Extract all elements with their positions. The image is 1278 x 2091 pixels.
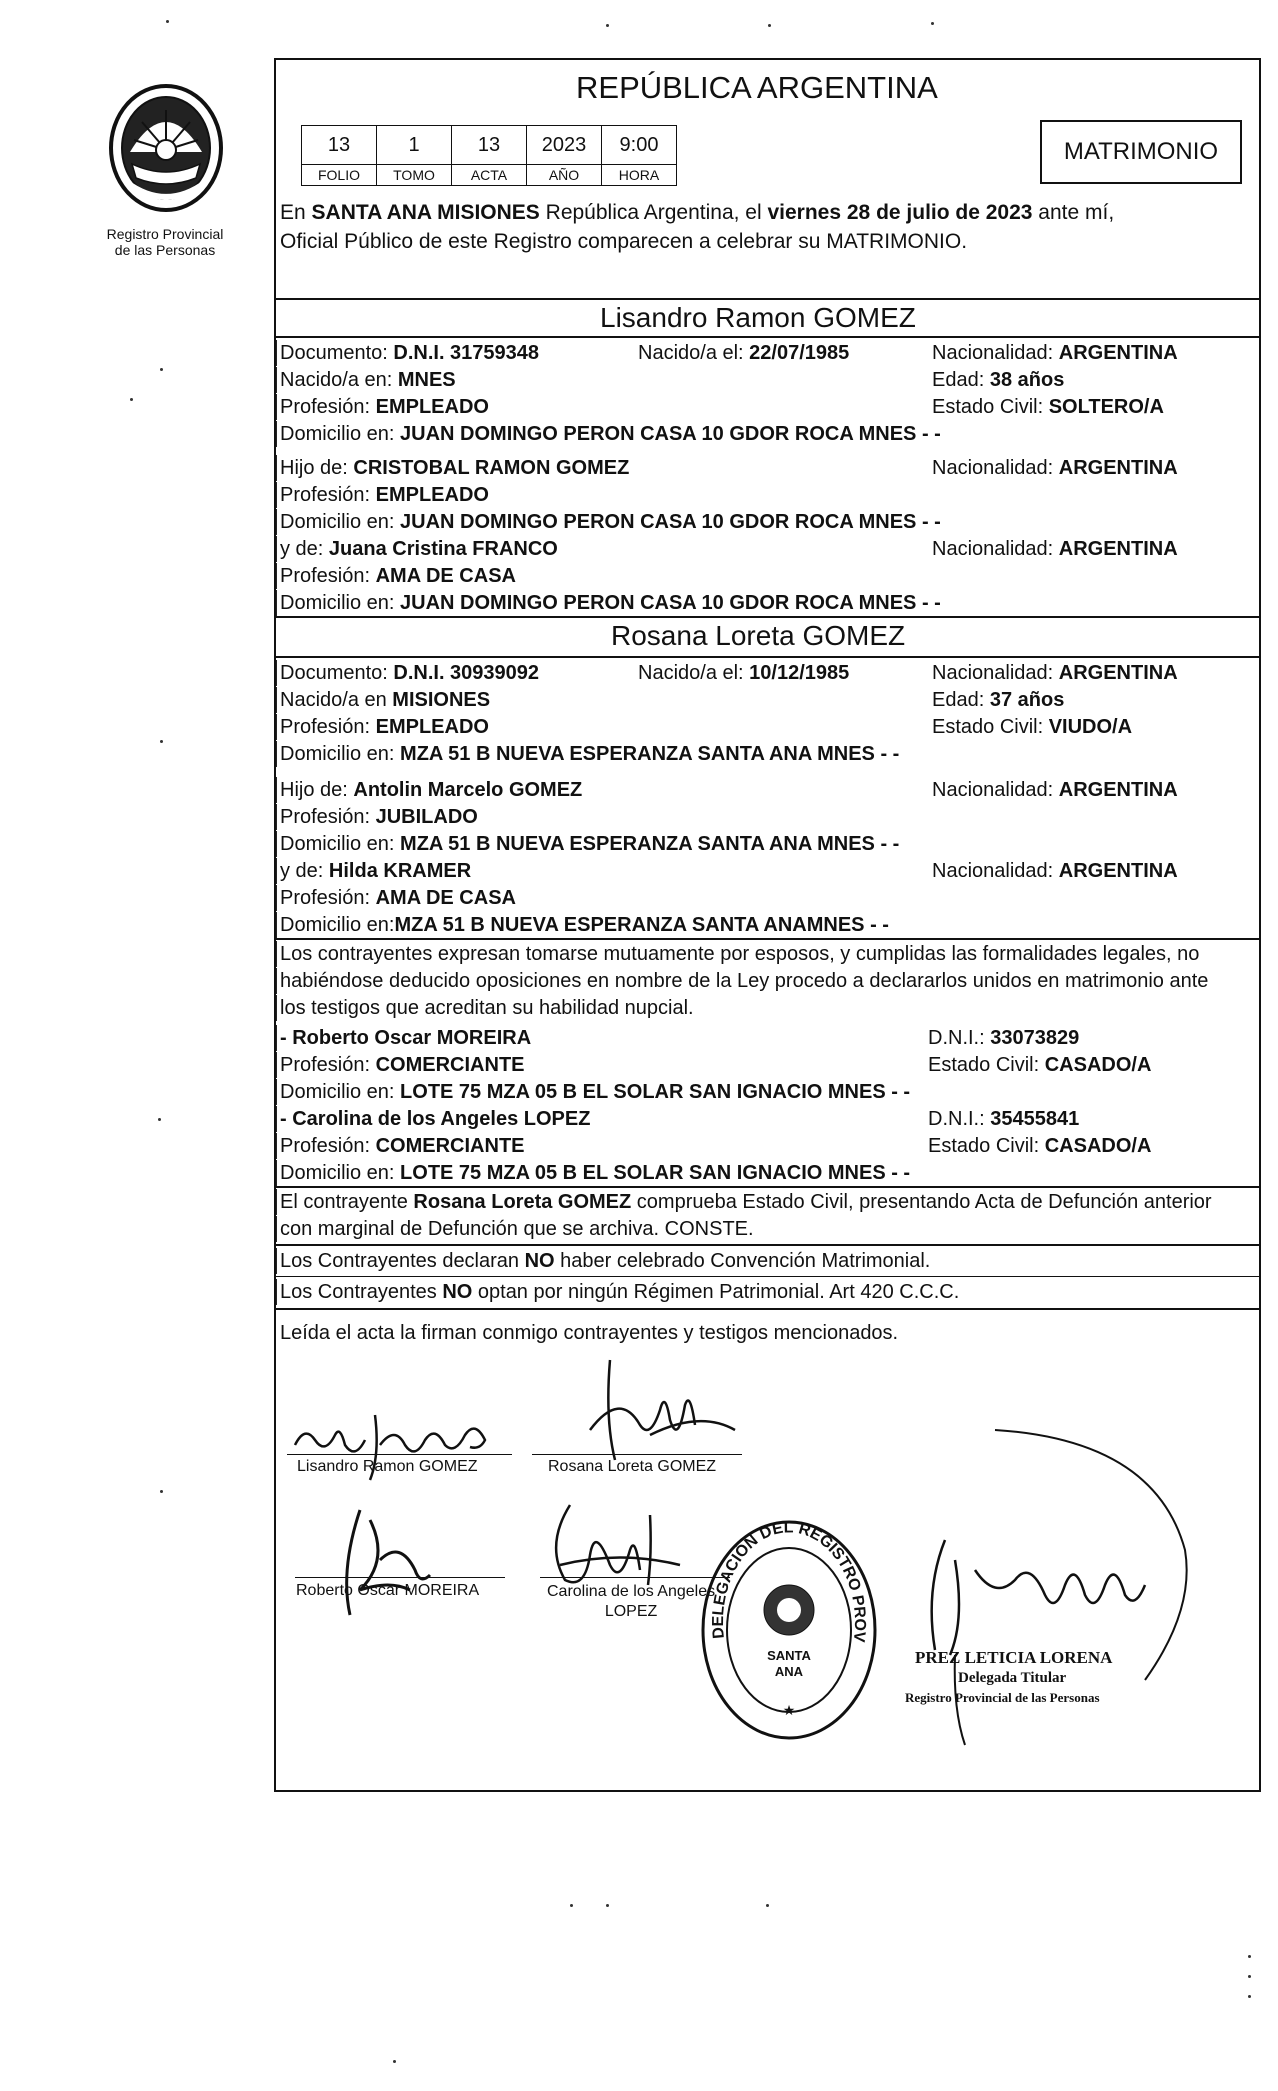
seal-center-1: SANTA [767,1648,811,1663]
divider [276,1244,1260,1246]
w1-civil-status: Estado Civil: CASADO/A [928,1054,1152,1076]
c2-mother-nationality: Nacionalidad: ARGENTINA [932,860,1178,882]
official-seal [696,1510,882,1740]
official-org: Registro Provincial de las Personas [905,1690,1100,1705]
signature-scribble-3 [320,1500,450,1620]
seal-center-2: ANA [774,1664,804,1679]
c2-document: Documento: D.N.I. 30939092 [276,660,539,686]
w2-profession: Profesión: COMERCIANTE [276,1133,525,1159]
official-title: Delegada Titular [958,1670,1067,1686]
signature-label-lisandro: Lisandro Ramon GOMEZ [297,1458,478,1475]
intro-line-1: En SANTA ANA MISIONES República Argentina, el viernes 28 de julio de 2023 ante mí, [280,201,1115,224]
convention-line-1: Los Contrayentes declaran NO haber celebrado Convención Matrimonial. [276,1248,930,1274]
divider [276,336,1260,338]
scan-speck [160,368,163,371]
intro-line-2: Oficial Público de este Registro comparecen a celebrar su MATRIMONIO. [280,230,968,253]
divider [276,298,1260,300]
reference-table [301,125,677,186]
official-name: PREZ LETICIA LORENA [915,1648,1113,1667]
divider [276,1186,1260,1188]
c2-father-domicile: Domicilio en: MZA 51 B NUEVA ESPERANZA SANTA ANA MNES - - [276,831,899,857]
country-title: REPÚBLICA ARGENTINA [576,70,938,105]
c2-birthdate: Nacido/a el: 10/12/1985 [638,662,850,684]
acta-value: 13 [452,126,527,165]
scan-speck [606,24,609,27]
c1-mother-nationality: Nacionalidad: ARGENTINA [932,538,1178,560]
w2-name: - Carolina de los Angeles LOPEZ [276,1106,590,1132]
scan-speck [1248,1995,1251,1998]
scan-speck [570,1904,573,1907]
scan-speck [158,1118,161,1121]
folio-label: FOLIO [302,165,377,186]
scan-speck [931,22,934,25]
c2-birthplace: Nacido/a en MISIONES [276,687,490,713]
c1-father-nationality: Nacionalidad: ARGENTINA [932,457,1178,479]
tomo-label: TOMO [377,165,452,186]
contrayente2-name: Rosana Loreta GOMEZ [611,620,906,651]
closing-text: Leída el acta la firman conmigo contrayentes y testigos mencionados. [280,1322,899,1344]
convention-line-2: Los Contrayentes NO optan por ningún Régimen Patrimonial. Art 420 C.C.C. [276,1279,959,1305]
divider [276,616,1260,618]
divider [276,1276,1260,1277]
w1-domicile: Domicilio en: LOTE 75 MZA 05 B EL SOLAR SAN IGNACIO MNES - - [276,1079,910,1105]
scan-speck [160,1490,163,1493]
signature-label-carolina: Carolina de los Angeles LOPEZ [547,1583,716,1620]
c1-father-domicile: Domicilio en: JUAN DOMINGO PERON CASA 10 GDOR ROCA MNES - - [276,509,941,535]
c1-domicile: Domicilio en: JUAN DOMINGO PERON CASA 10 GDOR ROCA MNES - - [276,421,941,447]
c1-document: Documento: D.N.I. 31759348 [276,340,539,366]
c1-birthdate: Nacido/a el: 22/07/1985 [638,342,850,364]
divider [276,656,1260,658]
note-line-2: con marginal de Defunción que se archiva. CONSTE. [276,1216,754,1242]
c1-father: Hijo de: CRISTOBAL RAMON GOMEZ [276,455,629,481]
year-label: AÑO [527,165,602,186]
c2-domicile: Domicilio en: MZA 51 B NUEVA ESPERANZA SANTA ANA MNES - - [276,741,899,767]
c2-profession: Profesión: EMPLEADO [276,714,489,740]
c2-father-nationality: Nacionalidad: ARGENTINA [932,779,1178,801]
c2-age: Edad: 37 años [932,689,1065,711]
declaration-line-3: los testigos que acreditan su habilidad nupcial. [276,995,694,1021]
w2-civil-status: Estado Civil: CASADO/A [928,1135,1152,1157]
c2-nationality: Nacionalidad: ARGENTINA [932,662,1178,684]
year-value: 2023 [527,126,602,165]
seal-ring-text: DELEGACIÓN DEL REGISTRO PROV [709,1519,869,1643]
scan-speck [393,2060,396,2063]
c1-mother-profession: Profesión: AMA DE CASA [276,563,516,589]
c1-civil-status: Estado Civil: SOLTERO/A [932,396,1164,418]
c2-civil-status: Estado Civil: VIUDO/A [932,716,1133,738]
c2-father: Hijo de: Antolin Marcelo GOMEZ [276,777,582,803]
scan-speck [130,398,133,401]
registry-label: Registro Provincial de las Personas [106,226,224,258]
folio-value: 13 [302,126,377,165]
contrayente1-name: Lisandro Ramon GOMEZ [600,302,916,333]
scan-speck [166,20,169,23]
c1-nationality: Nacionalidad: ARGENTINA [932,342,1178,364]
signature-label-roberto: Roberto Oscar MOREIRA [296,1582,480,1599]
tomo-value: 1 [377,126,452,165]
signature-line [295,1577,505,1578]
divider [276,938,1260,940]
c1-mother: y de: Juana Cristina FRANCO [276,536,558,562]
c1-profession: Profesión: EMPLEADO [276,394,489,420]
w2-domicile: Domicilio en: LOTE 75 MZA 05 B EL SOLAR SAN IGNACIO MNES - - [276,1160,910,1186]
c1-mother-domicile: Domicilio en: JUAN DOMINGO PERON CASA 10 GDOR ROCA MNES - - [276,590,941,616]
signature-line [532,1454,742,1455]
c2-mother-profession: Profesión: AMA DE CASA [276,885,516,911]
hour-label: HORA [602,165,677,186]
c1-age: Edad: 38 años [932,369,1065,391]
c2-mother: y de: Hilda KRAMER [276,858,471,884]
scan-speck [1248,1955,1251,1958]
act-type-box: MATRIMONIO [1040,120,1242,184]
province-logo [104,82,228,217]
signature-line [287,1454,512,1455]
note-line-1: El contrayente Rosana Loreta GOMEZ comprueba Estado Civil, presentando Acta de Defunción anterior [276,1189,1212,1215]
w1-dni: D.N.I.: 33073829 [928,1027,1080,1049]
svg-text:★: ★ [782,1702,796,1718]
w1-name: - Roberto Oscar MOREIRA [276,1025,531,1051]
hour-value: 9:00 [602,126,677,165]
declaration-line-2: habiéndose deducido oposiciones en nombre de la Ley procedo a declararlos unidos en matrimonio ante [276,968,1208,994]
scan-speck [768,24,771,27]
scan-speck [766,1904,769,1907]
c1-birthplace: Nacido/a en: MNES [276,367,456,393]
scan-speck [160,740,163,743]
w2-dni: D.N.I.: 35455841 [928,1108,1080,1130]
c2-mother-domicile: Domicilio en:MZA 51 B NUEVA ESPERANZA SANTA ANAMNES - - [276,912,889,938]
w1-profession: Profesión: COMERCIANTE [276,1052,525,1078]
declaration-line-1: Los contrayentes expresan tomarse mutuamente por esposos, y cumplidas las formalidades legales, no [276,941,1199,967]
scan-speck [606,1904,609,1907]
divider [276,1308,1260,1310]
c1-father-profession: Profesión: EMPLEADO [276,482,489,508]
scan-speck [1248,1975,1251,1978]
acta-label: ACTA [452,165,527,186]
signature-scribble-4 [540,1495,690,1595]
signature-label-rosana: Rosana Loreta GOMEZ [548,1458,717,1475]
c2-father-profession: Profesión: JUBILADO [276,804,478,830]
